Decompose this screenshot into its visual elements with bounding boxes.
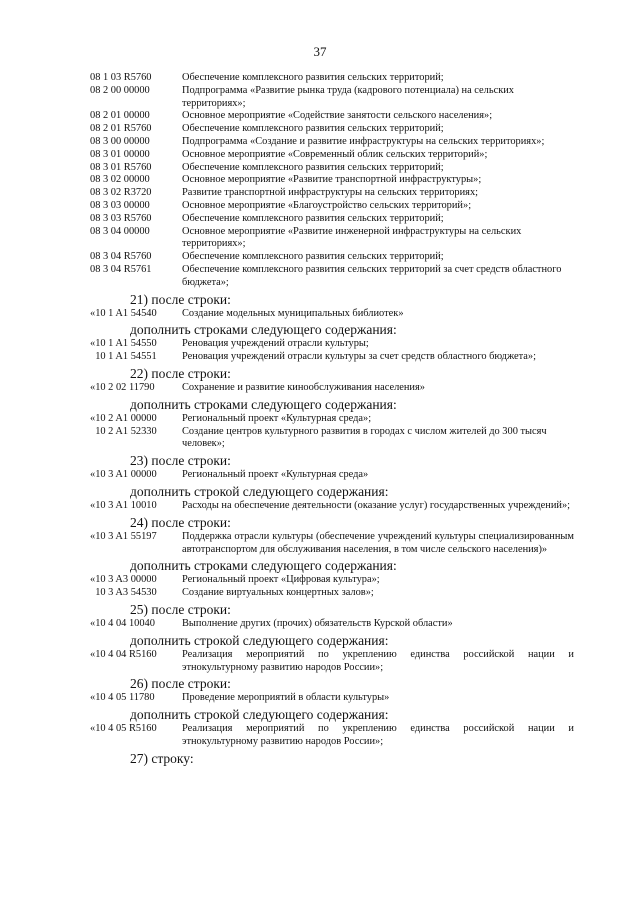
classification-code: «10 4 05 R5160 <box>90 723 157 735</box>
classification-row <box>90 72 574 85</box>
classification-description: Поддержка отрасли культуры (обеспечение учреждений культуры специализированным автотранспортом для обслуживания населения, в том числе сельского населения)» <box>182 530 574 555</box>
classification-code: 08 2 00 00000 <box>90 84 150 96</box>
amendment-instruction: 24) после строки: <box>130 514 231 530</box>
classification-description: Создание центров культурного развития в городах с числом жителей до 300 тысяч человек»; <box>182 425 547 450</box>
classification-description: Региональный проект «Культурная среда»; <box>182 412 372 424</box>
classification-row <box>90 618 574 631</box>
classification-row <box>90 351 574 364</box>
amendment-instruction: дополнить строками следующего содержания: <box>130 322 397 338</box>
classification-description: Сохранение и развитие кинообслуживания населения» <box>182 381 425 393</box>
classification-row <box>90 264 574 290</box>
classification-row <box>90 123 574 136</box>
classification-row <box>90 162 574 175</box>
classification-code: 08 3 04 00000 <box>90 225 150 237</box>
classification-code: «10 2 A1 00000 <box>90 412 157 424</box>
classification-description: Обеспечение комплексного развития сельских территорий; <box>182 72 444 83</box>
classification-description: Обеспечение комплексного развития сельских территорий; <box>182 123 444 135</box>
classification-description: Обеспечение комплексного развития сельских территорий; <box>182 251 444 263</box>
classification-description: Расходы на обеспечение деятельности (оказание услуг) государственных учреждений»; <box>182 499 571 511</box>
classification-description: Выполнение других (прочих) обязательств Курской области» <box>182 617 453 629</box>
classification-description: Подпрограмма «Создание и развитие инфраструктуры на сельских территориях»; <box>182 135 545 147</box>
classification-row <box>90 251 574 264</box>
classification-code: 08 3 03 00000 <box>90 199 150 211</box>
classification-description: Развитие транспортной инфраструктуры на сельских территориях; <box>182 187 479 199</box>
classification-code: 08 3 01 R5760 <box>90 161 152 173</box>
classification-code: «10 2 02 11790 <box>90 381 155 393</box>
classification-description: Основное мероприятие «Содействие занятости сельского населения»; <box>182 110 493 122</box>
classification-code: «10 3 A1 55197 <box>90 530 157 542</box>
amendment-instruction: дополнить строкой следующего содержания: <box>130 483 389 499</box>
classification-description: Основное мероприятие «Благоустройство сельских территорий»; <box>182 199 472 211</box>
classification-row <box>90 413 574 426</box>
classification-code: 10 1 A1 54551 <box>90 351 157 363</box>
classification-row <box>90 531 574 557</box>
classification-code: 08 3 02 00000 <box>90 174 150 186</box>
classification-row <box>90 692 574 705</box>
classification-description: Обеспечение комплексного развития сельских территорий за счет средств областного бюджета»; <box>182 263 562 288</box>
classification-row <box>90 382 574 395</box>
classification-code: 08 1 03 R5760 <box>90 72 152 83</box>
classification-row <box>90 426 574 452</box>
classification-row <box>90 338 574 351</box>
amendment-instruction: 23) после строки: <box>130 453 231 469</box>
classification-row <box>90 200 574 213</box>
classification-row <box>90 149 574 162</box>
classification-row <box>90 723 574 749</box>
classification-description: Реализация мероприятий по укреплению единства российской нации и этнокультурному развитию народов России»; <box>182 723 574 747</box>
classification-description: Создание модельных муниципальных библиотек» <box>182 307 404 319</box>
page-number: 37 <box>313 44 327 59</box>
classification-row <box>90 213 574 226</box>
classification-code: 08 3 04 R5760 <box>90 251 152 263</box>
classification-row <box>90 187 574 200</box>
classification-code: «10 4 05 11780 <box>90 692 155 704</box>
amendment-instruction: 26) после строки: <box>130 676 231 692</box>
amendment-instruction: 22) после строки: <box>130 365 231 381</box>
classification-row <box>90 308 574 321</box>
classification-code: «10 3 A1 00000 <box>90 469 157 481</box>
amendment-instruction: дополнить строкой следующего содержания: <box>130 632 389 648</box>
classification-description: Основное мероприятие «Современный облик сельских территорий»; <box>182 148 488 160</box>
classification-code: 10 2 A1 52330 <box>90 425 157 437</box>
classification-code: 08 3 00 00000 <box>90 135 150 147</box>
classification-description: Создание виртуальных концертных залов»; <box>182 587 374 599</box>
classification-row <box>90 469 574 482</box>
amendment-instruction: 27) строку: <box>130 750 194 766</box>
amendment-instruction: дополнить строками следующего содержания: <box>130 558 397 574</box>
classification-row <box>90 174 574 187</box>
classification-description: Региональный проект «Цифровая культура»; <box>182 574 380 586</box>
classification-description: Реновация учреждений отрасли культуры за счет средств областного бюджета»; <box>182 351 536 363</box>
classification-description: Реновация учреждений отрасли культуры; <box>182 338 369 350</box>
amendment-instruction: 25) после строки: <box>130 601 231 617</box>
classification-code: 08 3 02 R3720 <box>90 187 152 199</box>
classification-description: Проведение мероприятий в области культуры» <box>182 692 390 704</box>
classification-row <box>90 136 574 149</box>
classification-code: 08 3 03 R5760 <box>90 212 152 224</box>
classification-code: 08 2 01 R5760 <box>90 123 152 135</box>
classification-description: Основное мероприятие «Развитие инженерной инфраструктуры на сельских территориях»; <box>182 225 522 250</box>
classification-description: Региональный проект «Культурная среда» <box>182 469 369 481</box>
classification-row <box>90 500 574 513</box>
classification-row <box>90 110 574 123</box>
classification-code: «10 1 A1 54540 <box>90 307 157 319</box>
amendment-instruction: 21) после строки: <box>130 291 231 307</box>
classification-code: «10 3 A1 10010 <box>90 499 157 511</box>
classification-code: 08 2 01 00000 <box>90 110 150 122</box>
classification-code: «10 4 04 R5160 <box>90 648 157 660</box>
classification-code: «10 3 A3 00000 <box>90 574 157 586</box>
classification-row <box>90 226 574 252</box>
classification-row <box>90 85 574 111</box>
classification-description: Обеспечение комплексного развития сельских территорий; <box>182 161 444 173</box>
classification-row <box>90 574 574 587</box>
classification-row <box>90 587 574 600</box>
classification-description: Основное мероприятие «Развитие транспортной инфраструктуры»; <box>182 174 482 186</box>
document-body <box>90 72 574 767</box>
classification-code: «10 4 04 10040 <box>90 617 155 629</box>
classification-description: Обеспечение комплексного развития сельских территорий; <box>182 212 444 224</box>
classification-code: 08 3 01 00000 <box>90 148 150 160</box>
amendment-instruction: дополнить строкой следующего содержания: <box>130 707 389 723</box>
classification-code: «10 1 A1 54550 <box>90 338 157 350</box>
classification-description: Реализация мероприятий по укреплению единства российской нации и этнокультурному развитию народов России»; <box>182 648 574 673</box>
classification-code: 08 3 04 R5761 <box>90 263 152 275</box>
classification-row <box>90 649 574 675</box>
amendment-instruction: дополнить строками следующего содержания: <box>130 396 397 412</box>
classification-description: Подпрограмма «Развитие рынка труда (кадрового потенциала) на сельских территориях»; <box>182 84 515 109</box>
classification-code: 10 3 A3 54530 <box>90 587 157 599</box>
